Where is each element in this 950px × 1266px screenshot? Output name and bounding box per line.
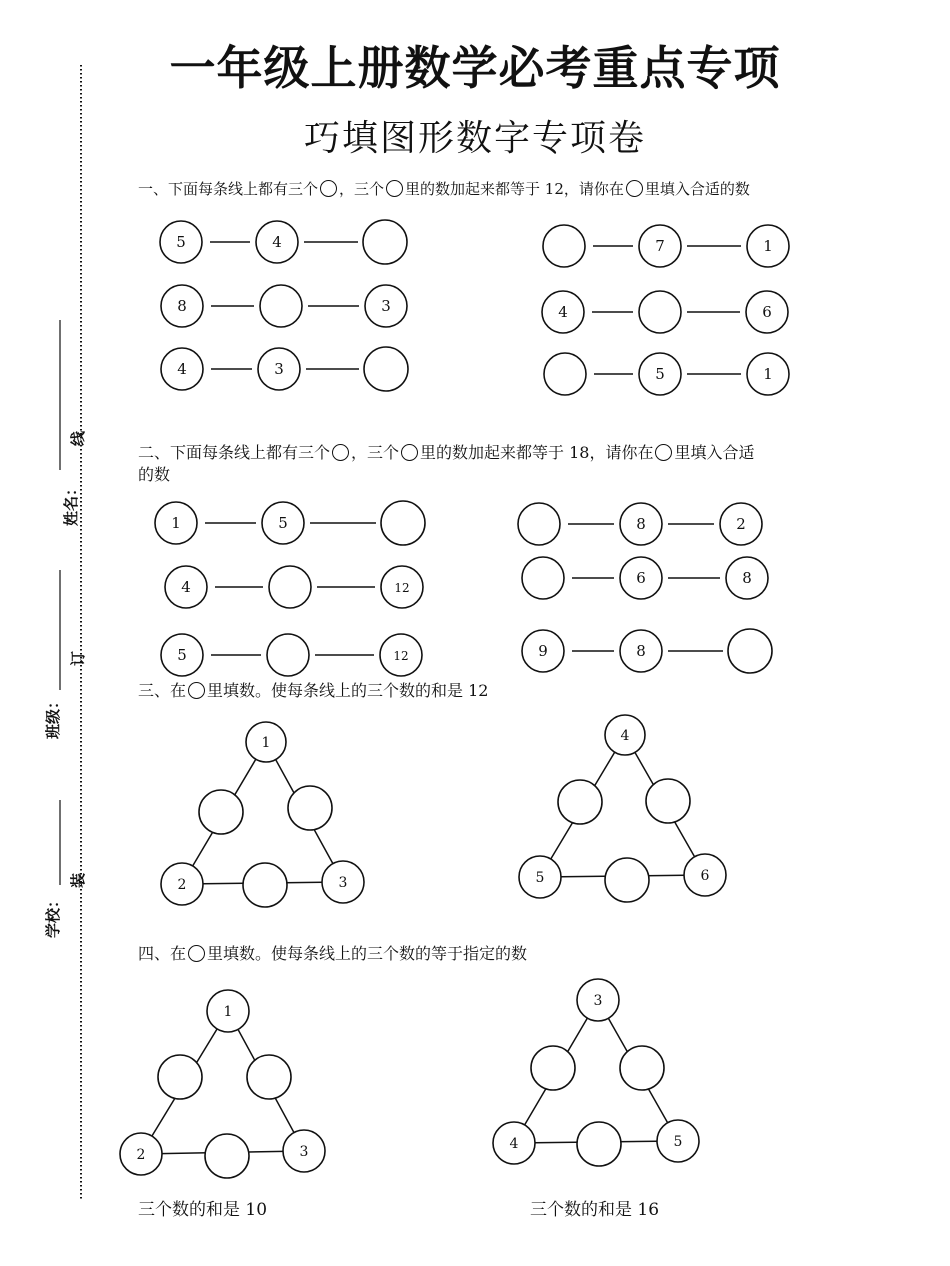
circle-number: 1 — [223, 1004, 233, 1020]
triangle-br-circle — [657, 1120, 699, 1162]
triangle-top-circle — [605, 715, 645, 755]
caption-sum-16: 三个数的和是 16 — [530, 1200, 660, 1220]
circle-number: 3 — [381, 297, 391, 315]
number-circle — [747, 225, 789, 267]
blank-answer-circle[interactable] — [728, 629, 772, 673]
triangle-bl-circle — [120, 1133, 162, 1175]
number-circle — [258, 348, 300, 390]
triangle-bl-circle — [161, 863, 203, 905]
blank-answer-circle[interactable] — [199, 790, 243, 834]
number-circle — [620, 503, 662, 545]
circle-number: 5 — [673, 1134, 683, 1150]
blank-answer-circle[interactable] — [605, 858, 649, 902]
circle-number: 3 — [274, 360, 284, 378]
blank-answer-circle[interactable] — [267, 634, 309, 676]
number-circle — [161, 348, 203, 390]
triangle-top-circle — [246, 722, 286, 762]
triangle-bl-circle — [519, 856, 561, 898]
caption-sum-10: 三个数的和是 10 — [138, 1200, 268, 1220]
number-circle — [720, 503, 762, 545]
circle-number: 5 — [535, 870, 545, 886]
circle-number: 5 — [177, 646, 187, 664]
circle-number: 8 — [636, 515, 646, 533]
number-circle — [746, 291, 788, 333]
circle-number: 2 — [136, 1147, 146, 1163]
blank-answer-circle[interactable] — [577, 1122, 621, 1166]
number-circle — [365, 285, 407, 327]
page-title: 一年级上册数学必考重点专项 — [169, 41, 781, 95]
circle-number: 3 — [338, 875, 348, 891]
circle-number: 5 — [655, 365, 665, 383]
circle-number: 3 — [299, 1144, 309, 1160]
blank-answer-circle[interactable] — [364, 347, 408, 391]
blank-answer-circle[interactable] — [522, 557, 564, 599]
circle-number: 6 — [762, 303, 772, 321]
circle-number: 1 — [261, 735, 271, 751]
blank-answer-circle[interactable] — [158, 1055, 202, 1099]
number-circle — [639, 353, 681, 395]
number-circle — [256, 221, 298, 263]
circle-number: 6 — [636, 569, 646, 587]
circle-number: 12 — [393, 649, 409, 663]
circle-number: 4 — [177, 360, 187, 378]
number-circle — [620, 557, 662, 599]
number-circle — [161, 285, 203, 327]
blank-answer-circle[interactable] — [531, 1046, 575, 1090]
number-circle — [380, 634, 422, 676]
circle-number: 12 — [394, 581, 410, 595]
circle-number: 8 — [177, 297, 187, 315]
question-3-text: 三、在 里填数。使每条线上的三个数的和是 12 — [138, 681, 489, 700]
number-circle — [747, 353, 789, 395]
class-label: 班级： — [44, 693, 63, 740]
circle-number: 2 — [736, 515, 746, 533]
binding-mark-ding: 订 — [69, 650, 88, 667]
binding-mark-zhuang: 装 — [69, 872, 88, 889]
blank-answer-circle[interactable] — [558, 780, 602, 824]
circle-number: 1 — [171, 514, 181, 532]
number-circle — [381, 566, 423, 608]
blank-answer-circle[interactable] — [381, 501, 425, 545]
blank-answer-circle[interactable] — [247, 1055, 291, 1099]
triangle-br-circle — [684, 854, 726, 896]
question-2-text: 二、下面每条线上都有三个 ，三个 里的数加起来都等于 18，请你在 里填入合适 的数 — [138, 443, 755, 484]
blank-answer-circle[interactable] — [543, 225, 585, 267]
number-circle — [161, 634, 203, 676]
circle-number: 4 — [181, 578, 191, 596]
number-circle — [155, 502, 197, 544]
circle-number: 7 — [655, 237, 665, 255]
question-1-text: 一、下面每条线上都有三个 ，三个 里的数加起来都等于 12，请你在 里填入合适的数 — [138, 180, 750, 198]
circle-number: 4 — [620, 728, 630, 744]
circle-number: 5 — [278, 514, 288, 532]
number-circle — [639, 225, 681, 267]
question-4-text: 四、在 里填数。使每条线上的三个数的等于指定的数 — [138, 944, 528, 963]
triangle-top-circle — [207, 990, 249, 1032]
circle-number: 4 — [558, 303, 568, 321]
name-label: 姓名： — [62, 480, 81, 527]
circle-number: 4 — [272, 233, 282, 251]
blank-answer-circle[interactable] — [646, 779, 690, 823]
circle-number: 4 — [509, 1136, 519, 1152]
number-circle — [542, 291, 584, 333]
blank-answer-circle[interactable] — [363, 220, 407, 264]
number-circle — [165, 566, 207, 608]
blank-answer-circle[interactable] — [269, 566, 311, 608]
circle-number: 8 — [636, 642, 646, 660]
blank-answer-circle[interactable] — [620, 1046, 664, 1090]
triangle-top-circle — [577, 979, 619, 1021]
number-circle — [160, 221, 202, 263]
blank-answer-circle[interactable] — [639, 291, 681, 333]
page-subtitle: 巧填图形数字专项卷 — [303, 118, 646, 159]
blank-answer-circle[interactable] — [518, 503, 560, 545]
number-circle — [522, 630, 564, 672]
number-circle — [620, 630, 662, 672]
triangle-bl-circle — [493, 1122, 535, 1164]
circle-number: 6 — [700, 868, 710, 884]
binding-mark-xian: 线 — [69, 430, 88, 447]
blank-answer-circle[interactable] — [205, 1134, 249, 1178]
blank-answer-circle[interactable] — [544, 353, 586, 395]
circle-number: 9 — [538, 642, 548, 660]
circle-number: 1 — [763, 237, 773, 255]
triangle-br-circle — [322, 861, 364, 903]
school-label: 学校： — [44, 892, 63, 939]
circle-number: 5 — [176, 233, 186, 251]
circle-number: 8 — [742, 569, 752, 587]
blank-answer-circle[interactable] — [260, 285, 302, 327]
circle-number: 1 — [763, 365, 773, 383]
blank-answer-circle[interactable] — [243, 863, 287, 907]
circle-number: 2 — [177, 877, 187, 893]
triangle-br-circle — [283, 1130, 325, 1172]
number-circle — [726, 557, 768, 599]
blank-answer-circle[interactable] — [288, 786, 332, 830]
circle-number: 3 — [593, 993, 603, 1009]
number-circle — [262, 502, 304, 544]
